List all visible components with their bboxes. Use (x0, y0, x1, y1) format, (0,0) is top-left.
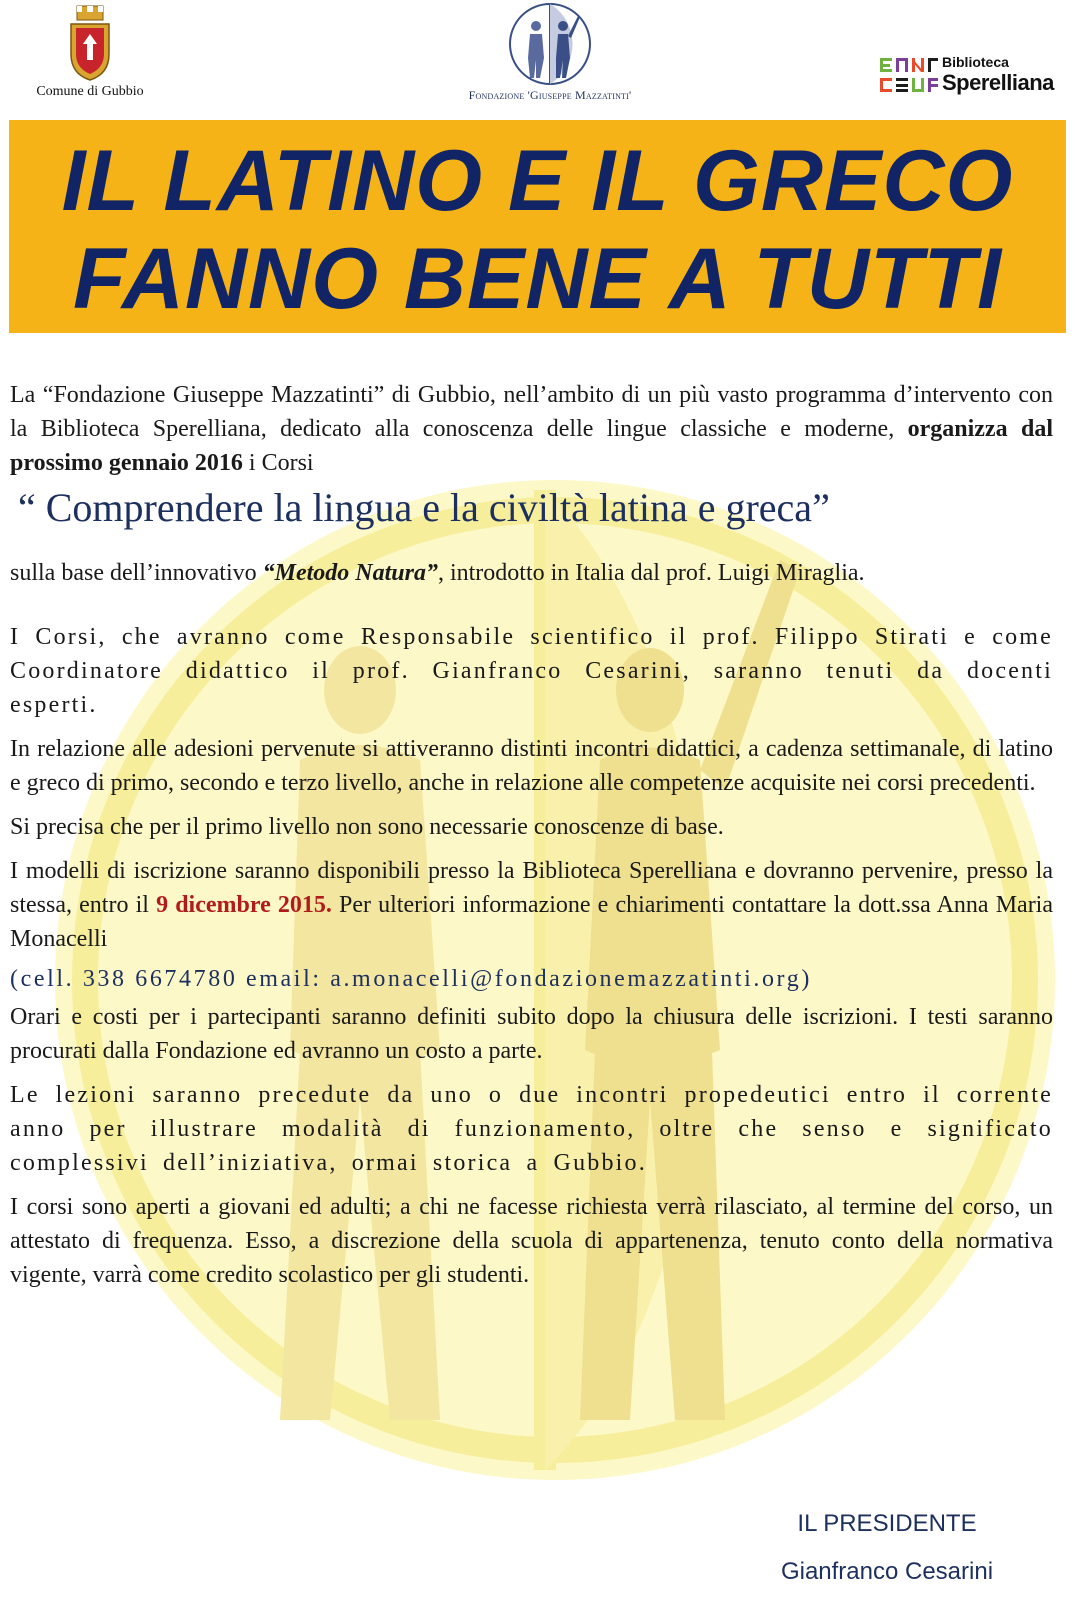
method-paragraph (10, 556, 1053, 590)
biblioteca-mark-icon (880, 58, 938, 94)
modelli-text-end: Per ulteriori informazione e chiarimenti contattare la dott.ssa Anna Maria Monacelli (10, 892, 1054, 952)
fondazione-logo (420, 2, 680, 103)
relazione-paragraph: In relazione alle adesioni pervenute si attiveranno distinti incontri didattici, a cadenza settimanale, di latino e greco di primo, secondo e terzo livello, anche in relazione alle competenze acquisite nei corsi precedenti. (10, 736, 1053, 796)
biblioteca-line1: Biblioteca (942, 54, 1009, 70)
course-title: “ Comprendere la lingua e la civiltà latina e greca” (18, 485, 830, 530)
orari-paragraph: Orari e costi per i partecipanti saranno definiti subito dopo la chiusura delle iscrizioni. I testi saranno procurati dalla Fondazione ed avranno un costo a parte. (10, 1004, 1053, 1064)
comune-gubbio-logo (10, 4, 170, 100)
biblioteca-sperelliana-logo (880, 56, 1070, 100)
method-name: “Metodo Natura” (262, 560, 438, 586)
deadline-date: 9 dicembre 2015. (156, 892, 332, 918)
corsi-paragraph: I Corsi, che avranno come Responsabile scientifico il prof. Filippo Stirati e come Coordinatore didattico il prof. Gianfranco Cesarini, saranno tenuti da docenti esperti. (10, 624, 1053, 718)
signature-name: Gianfranco Cesarini (780, 1558, 994, 1585)
intro-highlight: organizza dal prossimo gennaio 2016 (10, 416, 1053, 476)
title-banner (9, 120, 1066, 333)
announcement-body (10, 378, 1053, 1292)
modelli-text: I modelli di iscrizione saranno disponibili presso la Biblioteca Sperelliana e dovranno pervenire, presso la stessa, entro il (10, 858, 1053, 918)
method-text-end: , introdotto in Italia dal prof. Luigi Miraglia. (437, 560, 865, 586)
banner-title-line2: FANNO BENE A TUTTI (73, 231, 1002, 327)
header-logos (0, 0, 1077, 120)
banner-title-line1: IL LATINO E IL GRECO (61, 133, 1014, 229)
intro-paragraph (10, 378, 1053, 480)
biblioteca-line2: Sperelliana (942, 70, 1054, 95)
signature-block (757, 1508, 1017, 1588)
primo-livello-paragraph: Si precisa che per il primo livello non sono necessarie conoscenze di base. (10, 814, 724, 840)
modelli-paragraph (10, 854, 1053, 956)
comune-caption: Comune di Gubbio (36, 84, 144, 99)
method-text: sulla base dell’innovativo (10, 560, 263, 586)
signature-role: IL PRESIDENTE (797, 1510, 977, 1537)
fondazione-caption: Fondazione 'Giuseppe Mazzatinti' (468, 88, 632, 102)
aperti-paragraph: I corsi sono aperti a giovani ed adulti; a chi ne facesse richiesta verrà rilasciato, al termine del corso, un attestato di frequenza. Esso, a discrezione della scuola di appartenenza, tenuto conto della normativa vigente, varrà come credito scolastico per gli studenti. (10, 1194, 1053, 1288)
intro-text: La “Fondazione Giuseppe Mazzatinti” di Gubbio, nell’ambito di un più vasto programma d’intervento con la Biblioteca Sperelliana, dedicato alla conoscenza delle lingue classiche e moderne, (10, 382, 1053, 442)
contact-line: (cell. 338 6674780 email: a.monacelli@fondazionemazzatinti.org) (10, 966, 812, 992)
intro-text-end: i Corsi (242, 450, 314, 476)
fondazione-emblem-icon (508, 2, 592, 86)
comune-crest-icon (65, 4, 115, 82)
lezioni-paragraph: Le lezioni saranno precedute da uno o due incontri propedeutici entro il corrente anno per illustrare modalità di funzionamento, oltre che senso e significato complessivi dell’iniziativa, ormai storica a Gubbio. (10, 1082, 1053, 1176)
